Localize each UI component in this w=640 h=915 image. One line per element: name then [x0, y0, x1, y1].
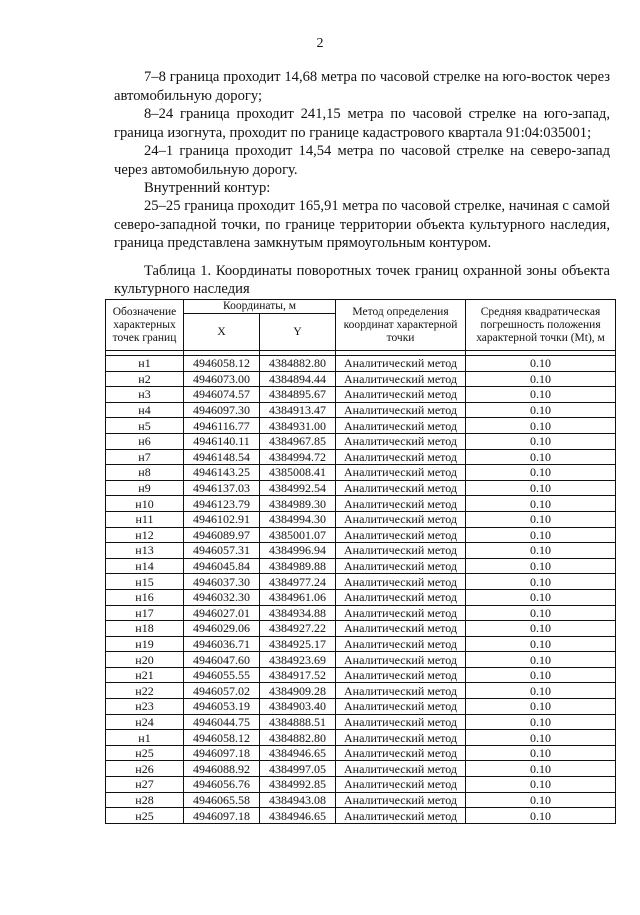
cell-point: н17	[106, 605, 184, 621]
cell-method: Аналитический метод	[336, 480, 466, 496]
table-row	[106, 527, 616, 543]
cell-error: 0.10	[466, 667, 616, 683]
cell-error: 0.10	[466, 589, 616, 605]
cell-error: 0.10	[466, 792, 616, 808]
cell-y: 4384925.17	[260, 636, 336, 652]
cell-y: 4384913.47	[260, 402, 336, 418]
header-y: Y	[260, 314, 336, 351]
cell-method: Аналитический метод	[336, 418, 466, 434]
cell-method: Аналитический метод	[336, 761, 466, 777]
table-row	[106, 621, 616, 637]
cell-y: 4384946.65	[260, 745, 336, 761]
cell-point: н20	[106, 652, 184, 668]
cell-y: 4384903.40	[260, 699, 336, 715]
cell-point: н24	[106, 714, 184, 730]
cell-x: 4946065.58	[184, 792, 260, 808]
table-caption: Таблица 1. Координаты поворотных точек границ охранной зоны объекта культурного наследия	[114, 263, 610, 297]
cell-point: н26	[106, 761, 184, 777]
cell-x: 4946053.19	[184, 699, 260, 715]
cell-point: н21	[106, 667, 184, 683]
cell-x: 4946058.12	[184, 356, 260, 372]
cell-point: н12	[106, 527, 184, 543]
cell-x: 4946143.25	[184, 465, 260, 481]
cell-point: н22	[106, 683, 184, 699]
cell-error: 0.10	[466, 605, 616, 621]
table-row	[106, 511, 616, 527]
cell-point: н11	[106, 511, 184, 527]
cell-error: 0.10	[466, 574, 616, 590]
cell-error: 0.10	[466, 777, 616, 793]
table-row	[106, 418, 616, 434]
cell-point: н5	[106, 418, 184, 434]
cell-point: н1	[106, 356, 184, 372]
cell-x: 4946140.11	[184, 433, 260, 449]
cell-x: 4946116.77	[184, 418, 260, 434]
cell-method: Аналитический метод	[336, 574, 466, 590]
cell-point: н25	[106, 808, 184, 824]
table-row	[106, 714, 616, 730]
paragraph-inner-contour: Внутренний контур:	[144, 180, 271, 196]
table-row	[106, 433, 616, 449]
table-row	[106, 652, 616, 668]
cell-y: 4384934.88	[260, 605, 336, 621]
table-row	[106, 777, 616, 793]
cell-y: 4384888.51	[260, 714, 336, 730]
table-row	[106, 543, 616, 559]
cell-error: 0.10	[466, 511, 616, 527]
cell-y: 4384989.88	[260, 558, 336, 574]
cell-error: 0.10	[466, 402, 616, 418]
cell-y: 4384882.80	[260, 356, 336, 372]
table-row	[106, 574, 616, 590]
cell-method: Аналитический метод	[336, 699, 466, 715]
cell-y: 4384997.05	[260, 761, 336, 777]
cell-point: н6	[106, 433, 184, 449]
cell-error: 0.10	[466, 808, 616, 824]
cell-method: Аналитический метод	[336, 511, 466, 527]
cell-x: 4946037.30	[184, 574, 260, 590]
cell-error: 0.10	[466, 621, 616, 637]
cell-error: 0.10	[466, 745, 616, 761]
table-row	[106, 496, 616, 512]
cell-method: Аналитический метод	[336, 371, 466, 387]
cell-error: 0.10	[466, 496, 616, 512]
cell-y: 4384909.28	[260, 683, 336, 699]
cell-y: 4384895.67	[260, 387, 336, 403]
cell-x: 4946036.71	[184, 636, 260, 652]
cell-x: 4946058.12	[184, 730, 260, 746]
table-row	[106, 449, 616, 465]
cell-y: 4384994.30	[260, 511, 336, 527]
cell-point: н4	[106, 402, 184, 418]
table-row	[106, 730, 616, 746]
header-error: Средняя квадратическая погрешность положения характерной точки (Mt), м	[466, 300, 616, 351]
cell-point: н7	[106, 449, 184, 465]
cell-error: 0.10	[466, 714, 616, 730]
cell-y: 4385008.41	[260, 465, 336, 481]
table-row	[106, 558, 616, 574]
cell-method: Аналитический метод	[336, 808, 466, 824]
paragraph-boundary-7-8: 7–8 граница проходит 14,68 метра по часовой стрелке на юго-восток через автомобильную дорогу;	[114, 69, 610, 104]
cell-error: 0.10	[466, 449, 616, 465]
header-method: Метод определения координат характерной точки	[336, 300, 466, 351]
header-designation: Обозначение характерных точек границ	[106, 300, 184, 351]
coordinates-table	[105, 299, 616, 824]
cell-y: 4384992.54	[260, 480, 336, 496]
cell-point: н1	[106, 730, 184, 746]
cell-error: 0.10	[466, 636, 616, 652]
page-number: 2	[316, 36, 324, 51]
cell-x: 4946055.55	[184, 667, 260, 683]
cell-x: 4946088.92	[184, 761, 260, 777]
cell-method: Аналитический метод	[336, 449, 466, 465]
cell-method: Аналитический метод	[336, 402, 466, 418]
cell-error: 0.10	[466, 730, 616, 746]
cell-y: 4384992.85	[260, 777, 336, 793]
cell-error: 0.10	[466, 699, 616, 715]
cell-method: Аналитический метод	[336, 652, 466, 668]
paragraph-boundary-25-25: 25–25 граница проходит 165,91 метра по часовой стрелке, начиная с самой северо-западной точки, по границе территории объекта культурного наследия, граница представлена замкнутым прямоугольным контуром.	[114, 198, 610, 251]
cell-point: н3	[106, 387, 184, 403]
cell-method: Аналитический метод	[336, 792, 466, 808]
cell-y: 4384977.24	[260, 574, 336, 590]
cell-error: 0.10	[466, 418, 616, 434]
table-row	[106, 745, 616, 761]
cell-x: 4946027.01	[184, 605, 260, 621]
table-row	[106, 683, 616, 699]
cell-x: 4946137.03	[184, 480, 260, 496]
table-row	[106, 465, 616, 481]
cell-y: 4384923.69	[260, 652, 336, 668]
cell-x: 4946044.75	[184, 714, 260, 730]
cell-method: Аналитический метод	[336, 387, 466, 403]
cell-point: н8	[106, 465, 184, 481]
cell-point: н19	[106, 636, 184, 652]
cell-error: 0.10	[466, 433, 616, 449]
cell-x: 4946057.02	[184, 683, 260, 699]
table-row	[106, 667, 616, 683]
cell-point: н14	[106, 558, 184, 574]
cell-y: 4384946.65	[260, 808, 336, 824]
table-row	[106, 792, 616, 808]
cell-x: 4946057.31	[184, 543, 260, 559]
cell-y: 4384927.22	[260, 621, 336, 637]
cell-x: 4946074.57	[184, 387, 260, 403]
table-row	[106, 371, 616, 387]
cell-x: 4946097.30	[184, 402, 260, 418]
paragraph-boundary-8-24: 8–24 граница проходит 241,15 метра по часовой стрелке на юго-запад, граница изогнута, проходит по границе кадастрового квартала 91:04:035001;	[114, 106, 610, 141]
cell-error: 0.10	[466, 683, 616, 699]
table-row	[106, 761, 616, 777]
cell-x: 4946029.06	[184, 621, 260, 637]
header-x: X	[184, 314, 260, 351]
cell-point: н23	[106, 699, 184, 715]
cell-method: Аналитический метод	[336, 745, 466, 761]
cell-error: 0.10	[466, 652, 616, 668]
cell-method: Аналитический метод	[336, 527, 466, 543]
cell-error: 0.10	[466, 371, 616, 387]
cell-x: 4946097.18	[184, 745, 260, 761]
cell-method: Аналитический метод	[336, 465, 466, 481]
cell-method: Аналитический метод	[336, 636, 466, 652]
cell-method: Аналитический метод	[336, 433, 466, 449]
cell-y: 4384989.30	[260, 496, 336, 512]
table-row	[106, 387, 616, 403]
cell-point: н15	[106, 574, 184, 590]
cell-y: 4384994.72	[260, 449, 336, 465]
cell-y: 4384917.52	[260, 667, 336, 683]
cell-error: 0.10	[466, 558, 616, 574]
cell-y: 4384961.06	[260, 589, 336, 605]
cell-method: Аналитический метод	[336, 496, 466, 512]
header-coordinates: Координаты, м	[184, 300, 336, 314]
cell-y: 4384943.08	[260, 792, 336, 808]
cell-point: н13	[106, 543, 184, 559]
cell-method: Аналитический метод	[336, 714, 466, 730]
cell-x: 4946073.00	[184, 371, 260, 387]
cell-error: 0.10	[466, 761, 616, 777]
cell-x: 4946102.91	[184, 511, 260, 527]
table-row	[106, 699, 616, 715]
cell-point: н9	[106, 480, 184, 496]
cell-x: 4946148.54	[184, 449, 260, 465]
cell-method: Аналитический метод	[336, 589, 466, 605]
table-row	[106, 589, 616, 605]
table-row	[106, 480, 616, 496]
cell-error: 0.10	[466, 387, 616, 403]
cell-error: 0.10	[466, 527, 616, 543]
cell-point: н28	[106, 792, 184, 808]
cell-x: 4946032.30	[184, 589, 260, 605]
cell-x: 4946047.60	[184, 652, 260, 668]
cell-point: н27	[106, 777, 184, 793]
cell-x: 4946123.79	[184, 496, 260, 512]
cell-method: Аналитический метод	[336, 777, 466, 793]
cell-method: Аналитический метод	[336, 543, 466, 559]
cell-y: 4384996.94	[260, 543, 336, 559]
cell-x: 4946045.84	[184, 558, 260, 574]
cell-error: 0.10	[466, 480, 616, 496]
cell-method: Аналитический метод	[336, 558, 466, 574]
cell-error: 0.10	[466, 356, 616, 372]
cell-error: 0.10	[466, 465, 616, 481]
table-row	[106, 605, 616, 621]
cell-y: 4384931.00	[260, 418, 336, 434]
cell-point: н2	[106, 371, 184, 387]
cell-y: 4384967.85	[260, 433, 336, 449]
table-row	[106, 356, 616, 372]
cell-point: н18	[106, 621, 184, 637]
cell-method: Аналитический метод	[336, 356, 466, 372]
cell-y: 4384882.80	[260, 730, 336, 746]
cell-method: Аналитический метод	[336, 621, 466, 637]
cell-method: Аналитический метод	[336, 683, 466, 699]
cell-y: 4384894.44	[260, 371, 336, 387]
cell-point: н10	[106, 496, 184, 512]
cell-x: 4946097.18	[184, 808, 260, 824]
cell-method: Аналитический метод	[336, 605, 466, 621]
cell-x: 4946056.76	[184, 777, 260, 793]
table-row	[106, 808, 616, 824]
cell-point: н25	[106, 745, 184, 761]
cell-point: н16	[106, 589, 184, 605]
cell-x: 4946089.97	[184, 527, 260, 543]
table-row	[106, 402, 616, 418]
table-row	[106, 636, 616, 652]
cell-error: 0.10	[466, 543, 616, 559]
cell-method: Аналитический метод	[336, 730, 466, 746]
cell-method: Аналитический метод	[336, 667, 466, 683]
paragraph-boundary-24-1: 24–1 граница проходит 14,54 метра по часовой стрелке на северо-запад через автомобильную дорогу.	[114, 143, 610, 178]
cell-y: 4385001.07	[260, 527, 336, 543]
